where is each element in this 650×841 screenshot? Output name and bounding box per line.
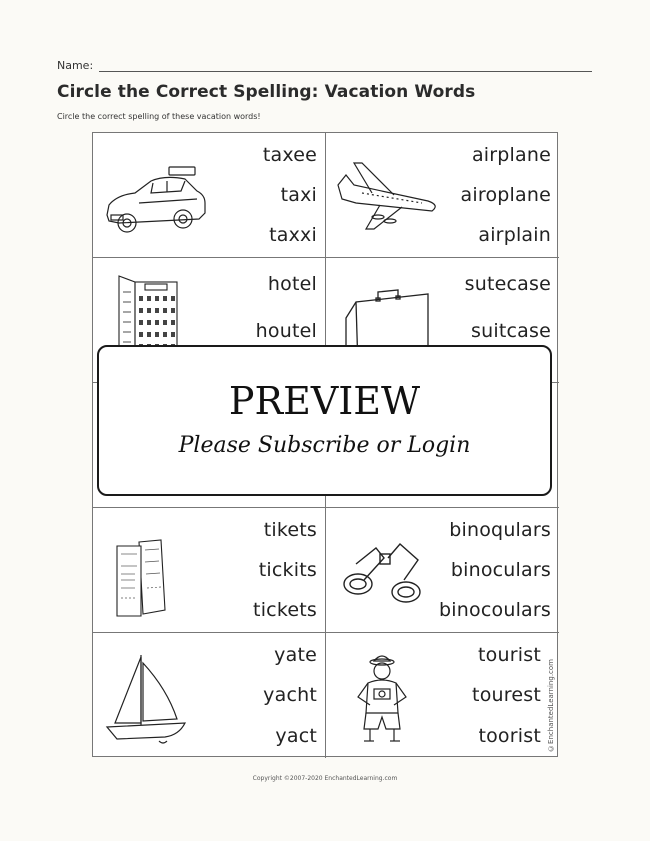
name-blank-line[interactable] [99, 59, 592, 72]
word-option[interactable]: airplain [478, 224, 551, 246]
taxi-car-icon [99, 143, 209, 248]
word-option[interactable]: tickits [258, 559, 317, 581]
cell-taxi [93, 133, 326, 258]
word-option[interactable]: taxee [262, 144, 317, 166]
word-option[interactable]: airplane [471, 144, 551, 166]
word-choices [461, 133, 551, 257]
word-choices [263, 633, 317, 758]
word-option[interactable]: toorist [478, 724, 541, 747]
cell-airplane [326, 133, 559, 258]
word-option[interactable]: tickets [253, 599, 317, 621]
name-field-row [57, 59, 592, 72]
word-option[interactable]: yacht [263, 684, 317, 707]
word-option[interactable]: suitcase [471, 319, 551, 342]
sailboat-icon [99, 643, 209, 748]
word-option[interactable]: tourest [472, 684, 541, 707]
word-option[interactable]: yact [275, 724, 317, 747]
word-option[interactable]: binocoulars [439, 599, 551, 621]
word-option[interactable]: yate [274, 644, 317, 667]
cell-tickets [93, 508, 326, 633]
word-option[interactable]: binoculars [450, 559, 551, 581]
word-choices [263, 133, 317, 257]
preview-title: PREVIEW [228, 379, 421, 423]
word-option[interactable]: houtel [255, 319, 317, 342]
word-choices [439, 508, 551, 632]
word-option[interactable]: tourist [478, 644, 541, 667]
copyright-footer: Copyright ©2007-2020 EnchantedLearning.com [252, 775, 398, 782]
binoculars-icon [332, 518, 442, 623]
tickets-icon [99, 518, 209, 623]
word-option[interactable]: hotel [267, 272, 317, 295]
cell-tourist [326, 633, 559, 758]
tourist-icon [332, 643, 442, 748]
name-label: Name: [57, 59, 94, 72]
word-choices [253, 508, 317, 632]
cell-sailboat [93, 633, 326, 758]
side-credit: ©EnchantedLearning.com [547, 659, 555, 752]
cell-binoculars [326, 508, 559, 633]
worksheet-title: Circle the Correct Spelling: Vacation Words [57, 82, 476, 102]
word-option[interactable]: taxi [280, 184, 317, 206]
word-option[interactable]: binoqulars [449, 519, 551, 541]
subscribe-login-link[interactable]: Please Subscribe or Login [178, 433, 471, 458]
worksheet-instructions: Circle the correct spelling of these vacation words! [57, 112, 261, 121]
word-option[interactable]: airoplane [460, 184, 551, 206]
word-option[interactable]: tikets [263, 519, 317, 541]
preview-overlay[interactable] [97, 345, 552, 496]
word-option[interactable]: taxxi [269, 224, 317, 246]
word-choices [472, 633, 541, 758]
airplane-icon [332, 143, 442, 248]
word-option[interactable]: sutecase [464, 272, 551, 295]
